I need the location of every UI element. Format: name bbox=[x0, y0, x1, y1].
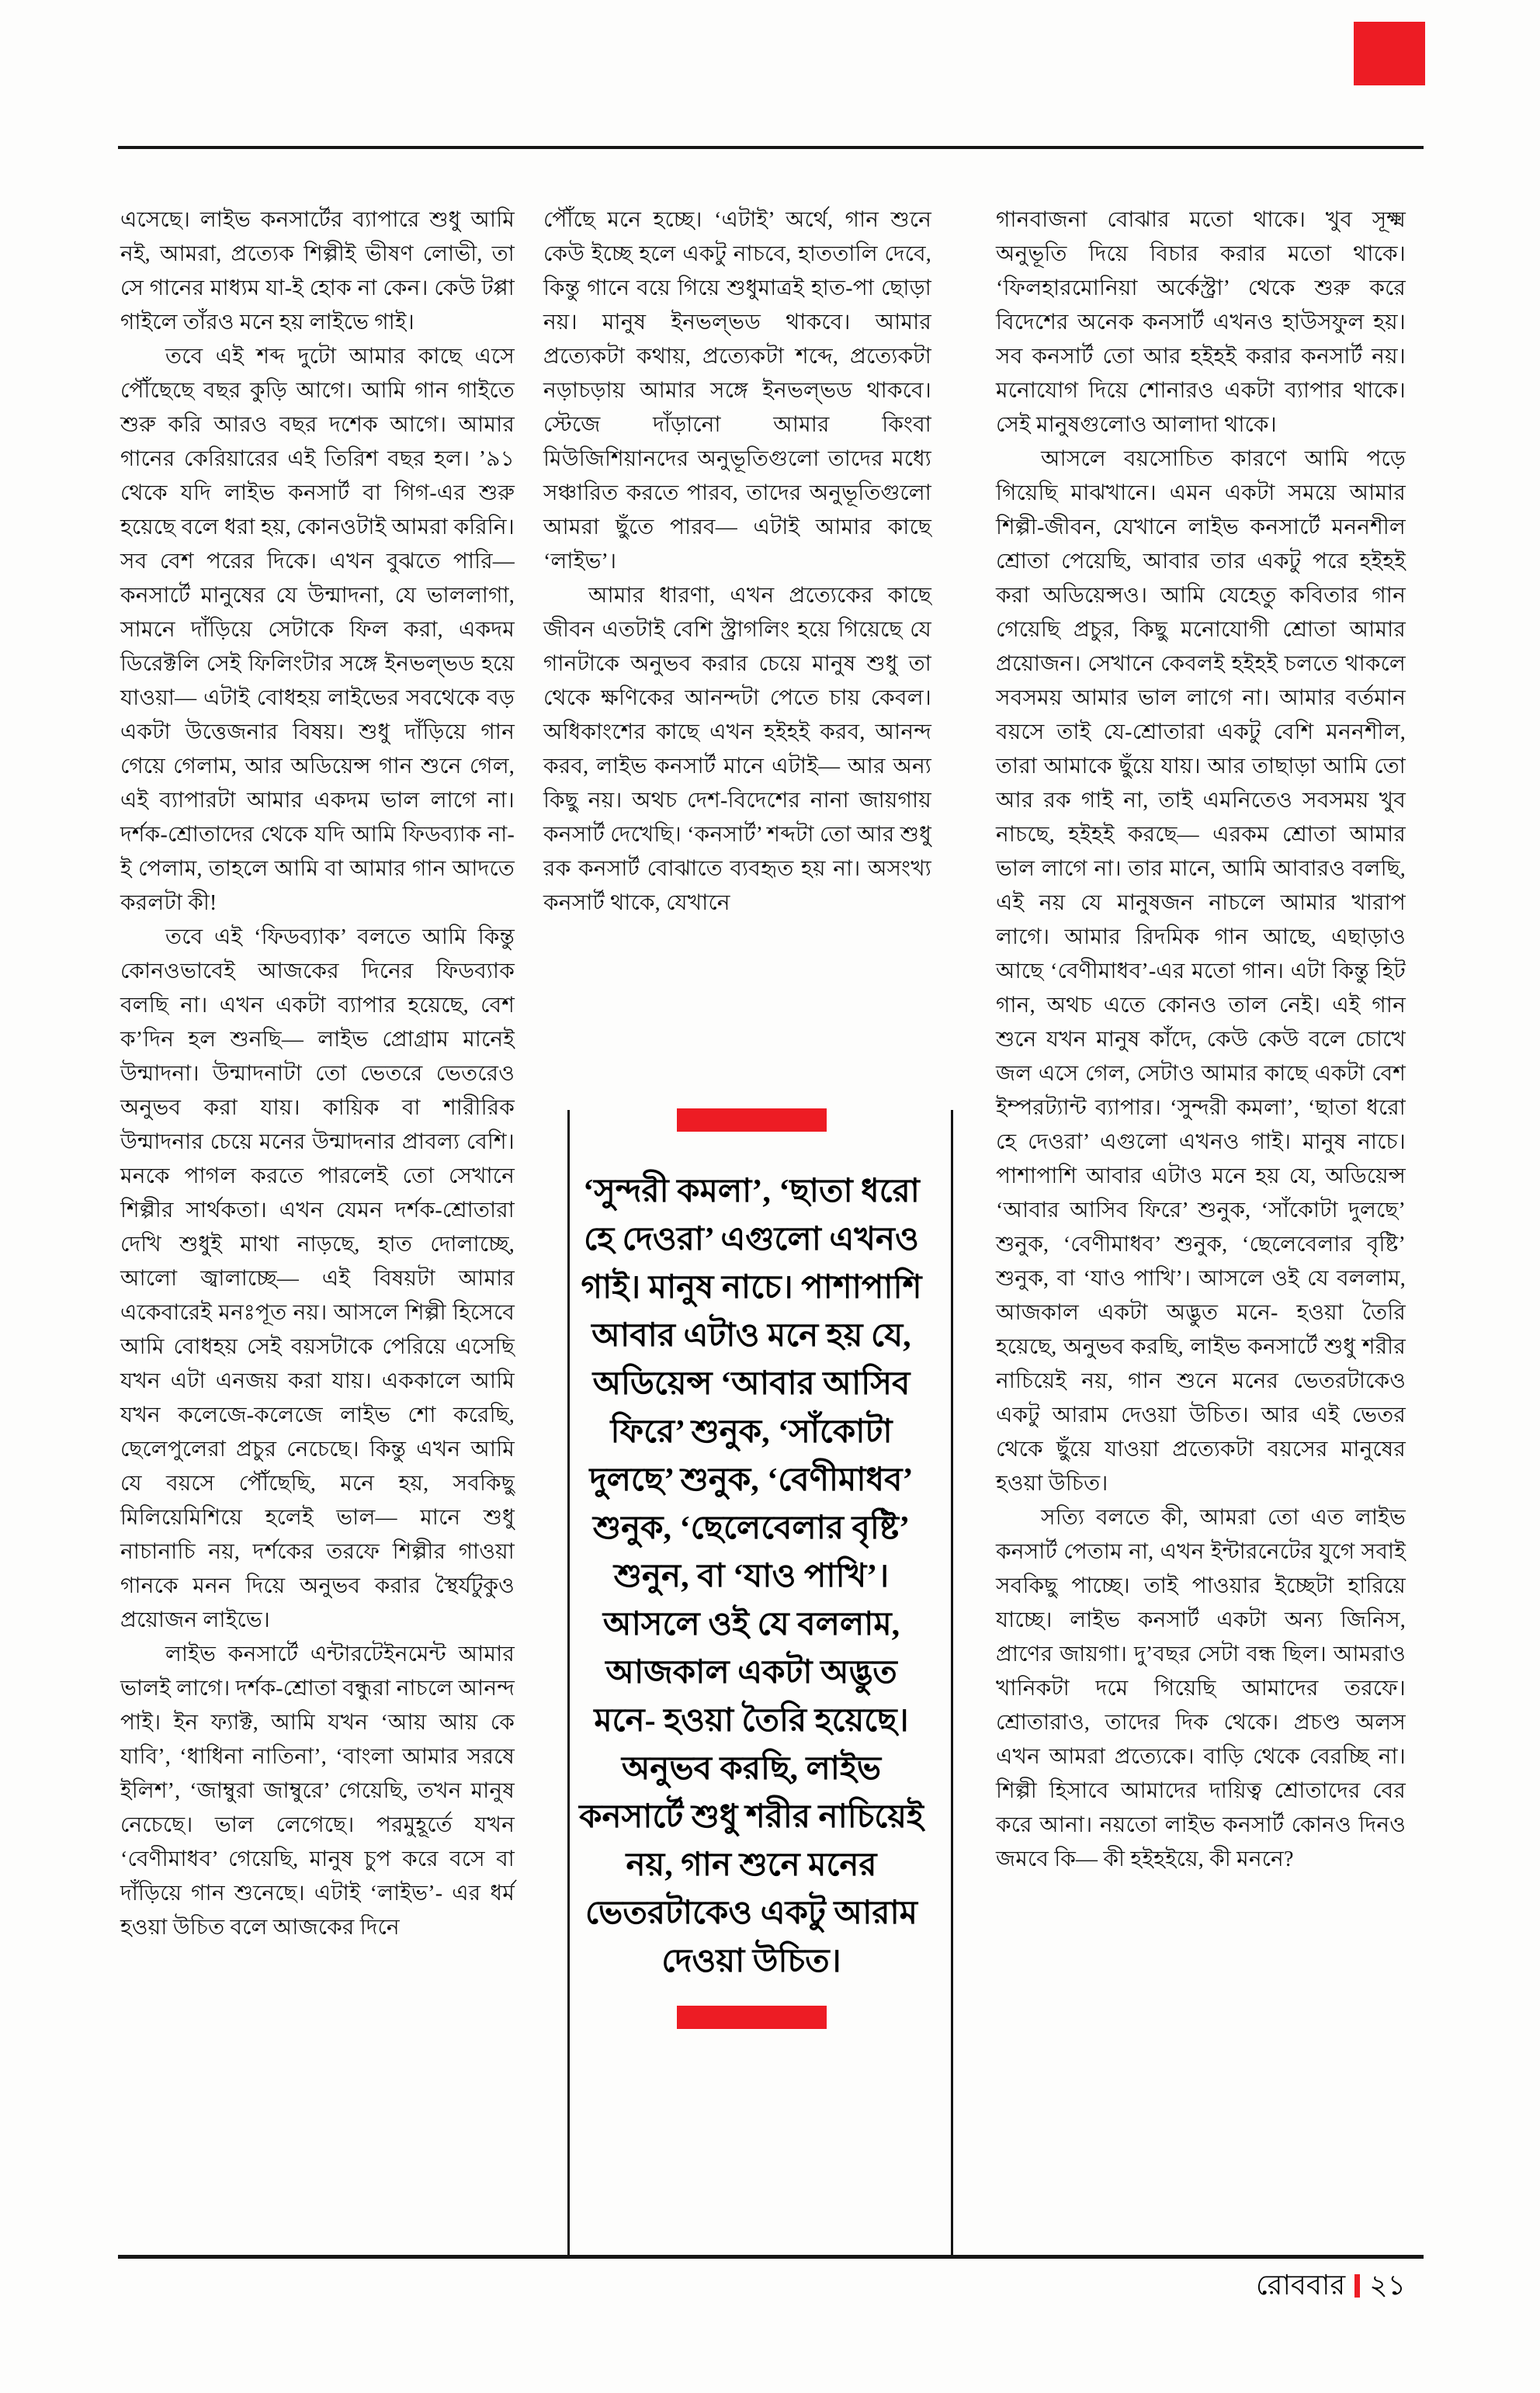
article-column-right bbox=[996, 203, 1406, 1877]
article-column-left bbox=[120, 203, 515, 1945]
footer-divider bbox=[1354, 2274, 1360, 2298]
paragraph: আমার ধারণা, এখন প্রত্যেকের কাছে জীবন এতটাই বেশি স্ট্রাগলিং হয়ে গিয়েছে যে গানটাকে অনুভব করার চেয়ে মানুষ শুধু তা থেকে ক্ষণিকের আনন্দটা পেতে চায় কেবল। অধিকাংশের কাছে এখন হইহই করব, আনন্দ করব, লাইভ কনসার্ট মানে এটাই— আর অন্য কিছু নয়। অথচ দেশ-বিদেশের নানা জায়গায় কনসার্ট দেখেছি। ‘কনসার্ট’ শব্দটা তো আর শুধু রক কনসার্ট বোঝাতে ব্যবহৃত হয় না। অসংখ্য কনসার্ট থাকে, যেখানে bbox=[543, 584, 931, 915]
footer bbox=[996, 2270, 1406, 2301]
top-rule bbox=[118, 146, 1424, 149]
paragraph: পৌঁছে মনে হচ্ছে। ‘এটাই’ অর্থে, গান শুনে কেউ ইচ্ছে হলে একটু নাচবে, হাততালি দেবে, কিন্তু গানে বয়ে গিয়ে শুধুমাত্রই হাত-পা ছোড়া নয়। মানুষ ইনভল্‌ভড থাকবে। আমার প্রত্যেকটা কথায়, প্রত্যেকটা শব্দে, প্রত্যেকটা নড়াচড়ায় আমার সঙ্গে ইনভল্‌ভড থাকবে। স্টেজে দাঁড়ানো আমার কিংবা মিউজিশিয়ানদের অনুভূতিগুলো তাদের মধ্যে সঞ্চারিত করতে পারব, তাদের অনুভূতিগুলো আমরা ছুঁতে পারব— এটাই আমার কাছে ‘লাইভ’। bbox=[543, 208, 931, 574]
footer-rule bbox=[118, 2255, 1424, 2259]
pull-quote-top-bar bbox=[677, 1108, 827, 1132]
pull-quote-left-rule bbox=[567, 1110, 570, 2256]
footer-magazine-name: রোববার bbox=[1256, 2270, 1346, 2301]
pull-quote-section bbox=[573, 1108, 930, 2029]
paragraph: তবে এই শব্দ দুটো আমার কাছে এসে পৌঁছেছে বছর কুড়ি আগে। আমি গান গাইতে শুরু করি আরও বছর দশেক আগে। আমার গানের কেরিয়ারের এই তিরিশ বছর হল। ’৯১ থেকে যদি লাইভ কনসার্ট বা গিগ-এর শুরু হয়েছে বলে ধরা হয়, কোনওটাই আমরা করিনি। সব বেশ পরের দিকে। এখন বুঝতে পারি— কনসার্টে মানুষের যে উন্মাদনা, যে ভাললাগা, সামনে দাঁড়িয়ে সেটাকে ফিল করা, একদম ডিরেক্টলি সেই ফিলিংটার সঙ্গে ইনভল্‌ভড হয়ে যাওয়া— এটাই বোধহয় লাইভের সবথেকে বড় একটা উত্তেজনার বিষয়। শুধু দাঁড়িয়ে গান গেয়ে গেলাম, আর অডিয়েন্স গান শুনে গেল, এই ব্যাপারটা আমার একদম ভাল লাগে না। দর্শক-শ্রোতাদের থেকে যদি আমি ফিডব্যাক না-ই পেলাম, তাহলে আমি বা আমার গান আদতে করলটা কী! bbox=[120, 345, 515, 915]
footer-page-number: ২১ bbox=[1369, 2270, 1406, 2301]
pull-quote-text: ‘সুন্দরী কমলা’, ‘ছাতা ধরো হে দেওরা’ এগুলো এখনও গাই। মানুষ নাচে। পাশাপাশি আবার এটাও মনে হয় যে, অডিয়েন্স ‘আবার আসিব ফিরে’ শুনুক, ‘সাঁকোটা দুলছে’ শুনুক, ‘বেণীমাধব’ শুনুক, ‘ছেলেবেলার বৃষ্টি’ শুনুন, বা ‘যাও পাখি’। আসলে ওই যে বললাম, আজকাল একটা অদ্ভুত মনে- হওয়া তৈরি হয়েছে। অনুভব করছি, লাইভ কনসার্টে শুধু শরীর নাচিয়েই নয়, গান শুনে মনের ভেতরটাকেও একটু আরাম দেওয়া উচিত। bbox=[579, 1174, 924, 1979]
paragraph: আসলে বয়সোচিত কারণে আমি পড়ে গিয়েছি মাঝখানে। এমন একটা সময়ে আমার শিল্পী-জীবন, যেখানে লাইভ কনসার্টে মননশীল শ্রোতা পেয়েছি, আবার তার একটু পরে হইহই করা অডিয়েন্সও। আমি যেহেতু কবিতার গান গেয়েছি প্রচুর, কিছু মনোযোগী শ্রোতা আমার প্রয়োজন। সেখানে কেবলই হইহই চলতে থাকলে সবসময় আমার ভাল লাগে না। আমার বর্তমান বয়সে তাই যে-শ্রোতারা একটু বেশি মননশীল, তারা আমাকে ছুঁয়ে যায়। আর তাছাড়া আমি তো আর রক গাই না, তাই এমনিতেও সবসময় খুব নাচছে, হইহই করছে— এরকম শ্রোতা আমার ভাল লাগে না। তার মানে, আমি আবারও বলছি, এই নয় যে মানুষজন নাচলে আমার খারাপ লাগে। আমার রিদমিক গান আছে, এছাড়াও আছে ‘বেণীমাধব’-এর মতো গান। এটা কিন্তু হিট গান, অথচ এতে কোনও তাল নেই। এই গান শুনে যখন মানুষ কাঁদে, কেউ কেউ বলে চোখে জল এসে গেল, সেটাও আমার কাছে একটা বেশ ইম্পরট্যান্ট ব্যাপার। ‘সুন্দরী কমলা’, ‘ছাতা ধরো হে দেওরা’ এগুলো এখনও গাই। মানুষ নাচে। পাশাপাশি আবার এটাও মনে হয় যে, অডিয়েন্স ‘আবার আসিব ফিরে’ শুনুক, ‘সাঁকোটা দুলছে’ শুনুক, ‘বেণীমাধব’ শুনুক, ‘ছেলেবেলার বৃষ্টি’ শুনুক, বা ‘যাও পাখি’। আসলে ওই যে বললাম, আজকাল একটা অদ্ভুত মনে- হওয়া তৈরি হয়েছে, অনুভব করছি, লাইভ কনসার্টে শুধু শরীর নাচিয়েই নয়, গান শুনে মনের ভেতরটাকেও একটু আরাম দেওয়া উচিত। আর এই ভেতর থেকে ছুঁয়ে যাওয়া প্রত্যেকটা বয়সের মানুষের হওয়া উচিত। bbox=[996, 447, 1406, 1496]
paragraph: লাইভ কনসার্টে এন্টারটেইনমেন্ট আমার ভালই লাগে। দর্শক-শ্রোতা বন্ধুরা নাচলে আনন্দ পাই। ইন ফ্যাক্ট, আমি যখন ‘আয় আয় কে যাবি’, ‘ধাধিনা নাতিনা’, ‘বাংলা আমার সরষে ইলিশ’, ‘জাম্বুরা জাম্বুরে’ গেয়েছি, তখন মানুষ নেচেছে। ভাল লেগেছে। পরমুহূর্তে যখন ‘বেণীমাধব’ গেয়েছি, মানুষ চুপ করে বসে বা দাঁড়িয়ে গান শুনেছে। এটাই ‘লাইভ’- এর ধর্ম হওয়া উচিত বলে আজকের দিনে bbox=[120, 1642, 515, 1940]
red-corner-block bbox=[1354, 22, 1425, 85]
paragraph: তবে এই ‘ফিডব্যাক’ বলতে আমি কিন্তু কোনওভাবেই আজকের দিনের ফিডব্যাক বলছি না। এখন একটা ব্যাপার হয়েছে, বেশ ক’দিন হল শুনছি— লাইভ প্রোগ্রাম মানেই উন্মাদনা। উন্মাদনাটা তো ভেতরে ভেতরেও অনুভব করা যায়। কায়িক বা শারীরিক উন্মাদনার চেয়ে মনের উন্মাদনার প্রাবল্য বেশি। মনকে পাগল করতে পারলেই তো সেখানে শিল্পীর সার্থকতা। এখন যেমন দর্শক-শ্রোতারা দেখি শুধুই মাথা নাড়ছে, হাত দোলাচ্ছে, আলো জ্বালাচ্ছে— এই বিষয়টা আমার একেবারেই মনঃপূত নয়। আসলে শিল্পী হিসেবে আমি বোধহয় সেই বয়সটাকে পেরিয়ে এসেছি যখন এটা এনজয় করা যায়। এককালে আমি যখন কলেজে-কলেজে লাইভ শো করেছি, ছেলেপুলেরা প্রচুর নেচেছে। কিন্তু এখন আমি যে বয়সে পৌঁছেছি, মনে হয়, সবকিছু মিলিয়েমিশিয়ে হলেই ভাল— মানে শুধু নাচানাচি নয়, দর্শকের তরফে শিল্পীর গাওয়া গানকে মনন দিয়ে অনুভব করার স্থৈর্যটুকুও প্রয়োজন লাইভে। bbox=[120, 925, 515, 1632]
paragraph: সত্যি বলতে কী, আমরা তো এত লাইভ কনসার্ট পেতাম না, এখন ইন্টারনেটের যুগে সবাই সবকিছু পাচ্ছে। তাই পাওয়ার ইচ্ছেটা হারিয়ে যাচ্ছে। লাইভ কনসার্ট একটা অন্য জিনিস, প্রাণের জায়গা। দু’বছর সেটা বন্ধ ছিল। আমরাও খানিকটা দমে গিয়েছি আমাদের তরফে। শ্রোতারাও, তাদের দিক থেকে। প্রচণ্ড অলস এখন আমরা প্রত্যেকে। বাড়ি থেকে বেরচ্ছি না। শিল্পী হিসাবে আমাদের দায়িত্ব শ্রোতাদের বের করে আনা। নয়তো লাইভ কনসার্ট কোনও দিনও জমবে কি— কী হইহইয়ে, কী মননে? bbox=[996, 1506, 1406, 1871]
article-column-middle bbox=[543, 203, 931, 921]
paragraph: গানবাজনা বোঝার মতো থাকে। খুব সূক্ষ্ম অনুভূতি দিয়ে বিচার করার মতো থাকে। ‘ফিলহারমোনিয়া অর্কেস্ট্রা’ থেকে শুরু করে বিদেশের অনেক কনসার্ট এখনও হাউসফুল হয়। সব কনসার্ট তো আর হইহই করার কনসার্ট নয়। মনোযোগ দিয়ে শোনারও একটা ব্যাপার থাকে। সেই মানুষগুলোও আলাদা থাকে। bbox=[996, 208, 1406, 437]
paragraph: এসেছে। লাইভ কনসার্টের ব্যাপারে শুধু আমি নই, আমরা, প্রত্যেক শিল্পীই ভীষণ লোভী, তা সে গানের মাধ্যম যা-ই হোক না কেন। কেউ টপ্পা গাইলে তাঁরও মনে হয় লাইভে গাই। bbox=[120, 208, 515, 335]
pull-quote-bottom-bar bbox=[677, 2006, 827, 2029]
pull-quote-right-rule bbox=[951, 1110, 953, 2256]
